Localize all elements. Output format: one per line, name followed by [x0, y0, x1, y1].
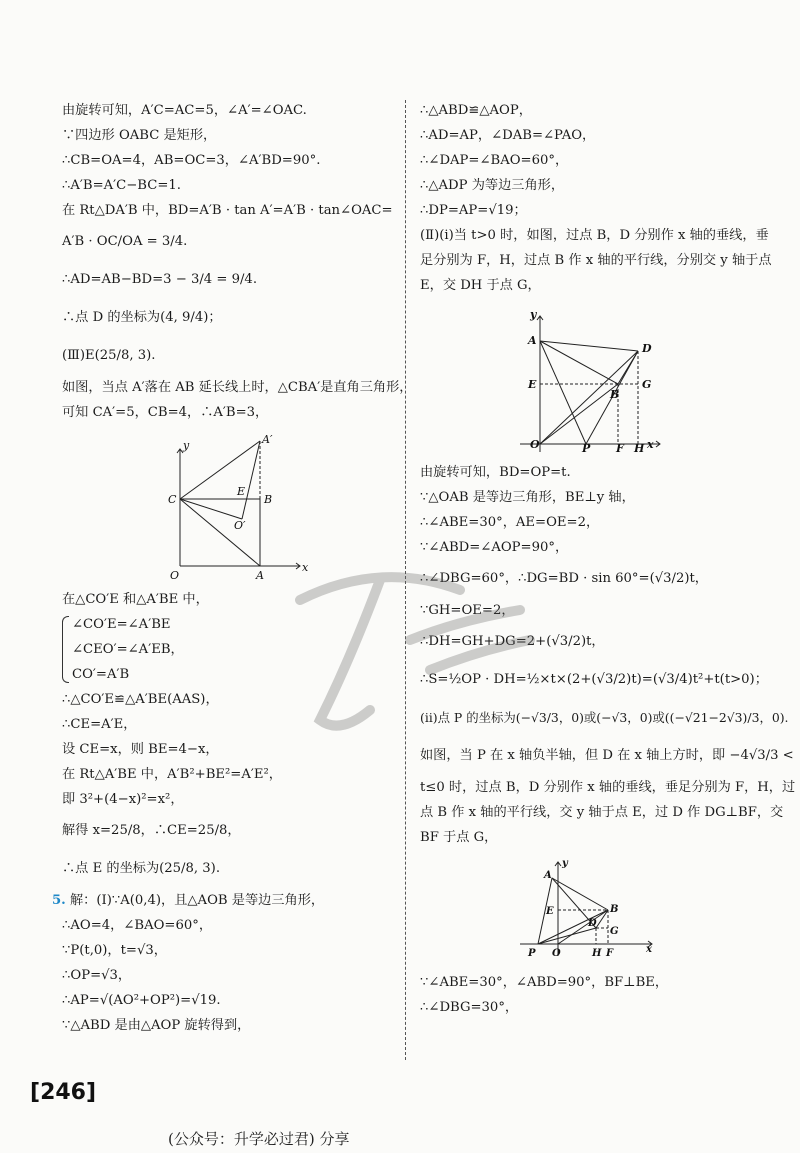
figure-equilateral-case-2	[420, 856, 772, 964]
label-A: A	[256, 569, 264, 581]
label-B: B	[264, 493, 273, 506]
label-D: D	[588, 918, 597, 929]
text-line: 如图，当 P 在 x 轴负半轴，但 D 在 x 轴上方时，即 −4√3/3 <	[420, 748, 794, 763]
label-y: y	[562, 858, 568, 869]
label-F: F	[616, 442, 624, 454]
text-line: ∵△OAB 是等边三角形，BE⊥y 轴，	[420, 490, 635, 505]
label-x: x	[646, 944, 652, 955]
text-line: 解：(Ⅰ)∵A(0,4)，且△AOB 是等边三角形，	[69, 893, 325, 908]
label-E: E	[237, 485, 246, 498]
label-E: E	[528, 378, 537, 391]
text-line: ∴OP=√3，	[62, 968, 132, 983]
text-line: (ⅱ)点 P 的坐标为(−√3/3，0)或(−√3，0)或((−√21−2√3)/3，0).	[420, 710, 789, 725]
text-line: ∴DH=GH+DG=2+(√3/2)t，	[420, 634, 605, 649]
text-line: ∴CB=OA=4，AB=OC=3，∠A′BD=90°.	[62, 153, 321, 168]
text-line: ∴A′B=A′C−BC=1.	[62, 178, 181, 193]
label-F: F	[606, 948, 614, 959]
text-line: 由旋转可知，A′C=AC=5，∠A′=∠OAC.	[62, 103, 307, 118]
brace-line: ∠CEO′=∠A′EB，	[72, 642, 184, 657]
label-G: G	[642, 378, 652, 391]
text-line: ∴DP=AP=√19；	[420, 203, 527, 218]
label-P: P	[528, 948, 536, 959]
text-line: ∴点 D 的坐标为(4, 9/4)；	[62, 310, 222, 325]
label-B: B	[610, 904, 619, 915]
text-line: 在 Rt△DA′B 中，BD=A′B · tan A′=A′B · tan∠OAC=	[62, 203, 393, 218]
text-line: ∵GH=OE=2，	[420, 603, 515, 618]
text-line: ∴S=½OP · DH=½×t×(2+(√3/2)t)=(√3/4)t²+t(t>0)；	[420, 672, 768, 687]
brace-line: CO′=A′B	[72, 667, 130, 682]
label-A: A	[528, 334, 537, 347]
text-line: ∴AD=AP，∠DAB=∠PAO，	[420, 128, 596, 143]
text-line: ∴∠DAP=∠BAO=60°，	[420, 153, 569, 168]
footer-credit: (公众号：升学必过君) 分享	[168, 1130, 350, 1148]
text-line: ∵△ABD 是由△AOP 旋转得到，	[62, 1018, 251, 1033]
text-line: 由旋转可知，BD=OP=t.	[420, 465, 571, 480]
label-O: O	[170, 569, 180, 581]
text-line: 在△CO′E 和△A′BE 中，	[62, 592, 209, 607]
text-line: ∴AO=4，∠BAO=60°，	[62, 918, 213, 933]
text-line: ∴AD=AB−BD=3 − 3/4 = 9/4.	[62, 272, 258, 287]
label-x: x	[647, 438, 654, 451]
text-line: ∴△ABD≌△AOP，	[420, 103, 532, 118]
question-5-line	[52, 888, 392, 913]
text-line: 在 Rt△A′BE 中，A′B²+BE²=A′E²，	[62, 767, 282, 782]
text-line: ∴AP=√(AO²+OP²)=√19.	[62, 993, 221, 1008]
text-line: ∵∠ABD=∠AOP=90°，	[420, 540, 569, 555]
label-G: G	[610, 926, 619, 937]
page-number: [246]	[30, 1080, 97, 1105]
question-number: 5.	[52, 893, 66, 908]
text-line: ∴点 E 的坐标为(25/8, 3).	[62, 861, 221, 876]
page-number-value: 246	[40, 1080, 86, 1105]
text-line: E，交 DH 于点 G，	[420, 278, 541, 293]
text-line: (Ⅱ)(ⅰ)当 t>0 时，如图，过点 B，D 分别作 x 轴的垂线，垂	[420, 228, 769, 243]
text-line: 即 3²+(4−x)²=x²，	[62, 792, 184, 807]
text-line: ∴△CO′E≌△A′BE(AAS)，	[62, 692, 219, 707]
figure-equilateral-case-1	[420, 304, 772, 454]
text-line: ∴∠DBG=30°，	[420, 1000, 519, 1015]
label-O: O	[530, 438, 540, 451]
label-H: H	[592, 948, 602, 959]
text-line: ∵∠ABE=30°，∠ABD=90°，BF⊥BE，	[420, 975, 669, 990]
text-line: ∵四边形 OABC 是矩形，	[62, 128, 217, 143]
label-B: B	[610, 388, 620, 401]
text-line: 设 CE=x，则 BE=4−x，	[62, 742, 219, 757]
label-O-prime: O′	[234, 519, 246, 532]
label-D: D	[642, 342, 652, 355]
text-line: BF 于点 G，	[420, 830, 498, 845]
label-y: y	[183, 439, 190, 452]
text-line: t≤0 时，过点 B，D 分别作 x 轴的垂线，垂足分别为 F，H，过	[420, 780, 796, 795]
text-line: ∴∠ABE=30°，AE=OE=2，	[420, 515, 600, 530]
label-E: E	[546, 906, 554, 917]
text-line: 点 B 作 x 轴的平行线，交 y 轴于点 E，过 D 作 DG⊥BF，交	[420, 805, 784, 820]
text-line: 解得 x=25/8，∴CE=25/8，	[62, 823, 241, 838]
text-line: ∴CE=A′E，	[62, 717, 137, 732]
watermark-logo	[260, 520, 560, 750]
text-line: 足分别为 F，H，过点 B 作 x 轴的平行线，分别交 y 轴于点	[420, 253, 772, 268]
text-line: A′B · OC/OA = 3/4.	[62, 234, 188, 249]
label-A-prime: A′	[262, 433, 273, 446]
text-line: 可知 CA′=5，CB=4，∴A′B=3，	[62, 405, 269, 420]
label-x: x	[302, 561, 309, 574]
text-line: (Ⅲ)E(25/8, 3).	[62, 348, 156, 363]
label-y: y	[530, 308, 537, 321]
text-line: ∵P(t,0)，t=√3，	[62, 943, 167, 958]
label-A: A	[544, 870, 552, 881]
label-P: P	[582, 442, 591, 454]
text-line: ∴△ADP 为等边三角形，	[420, 178, 565, 193]
label-O: O	[552, 948, 561, 959]
brace-line: ∠CO′E=∠A′BE	[72, 617, 171, 632]
label-C: C	[168, 493, 177, 506]
text-line: ∴∠DBG=60°，∴DG=BD · sin 60°=(√3/2)t，	[420, 571, 708, 586]
label-H: H	[634, 442, 645, 454]
text-line: 如图，当点 A′落在 AB 延长线上时，△CBA′是直角三角形，	[62, 380, 413, 395]
